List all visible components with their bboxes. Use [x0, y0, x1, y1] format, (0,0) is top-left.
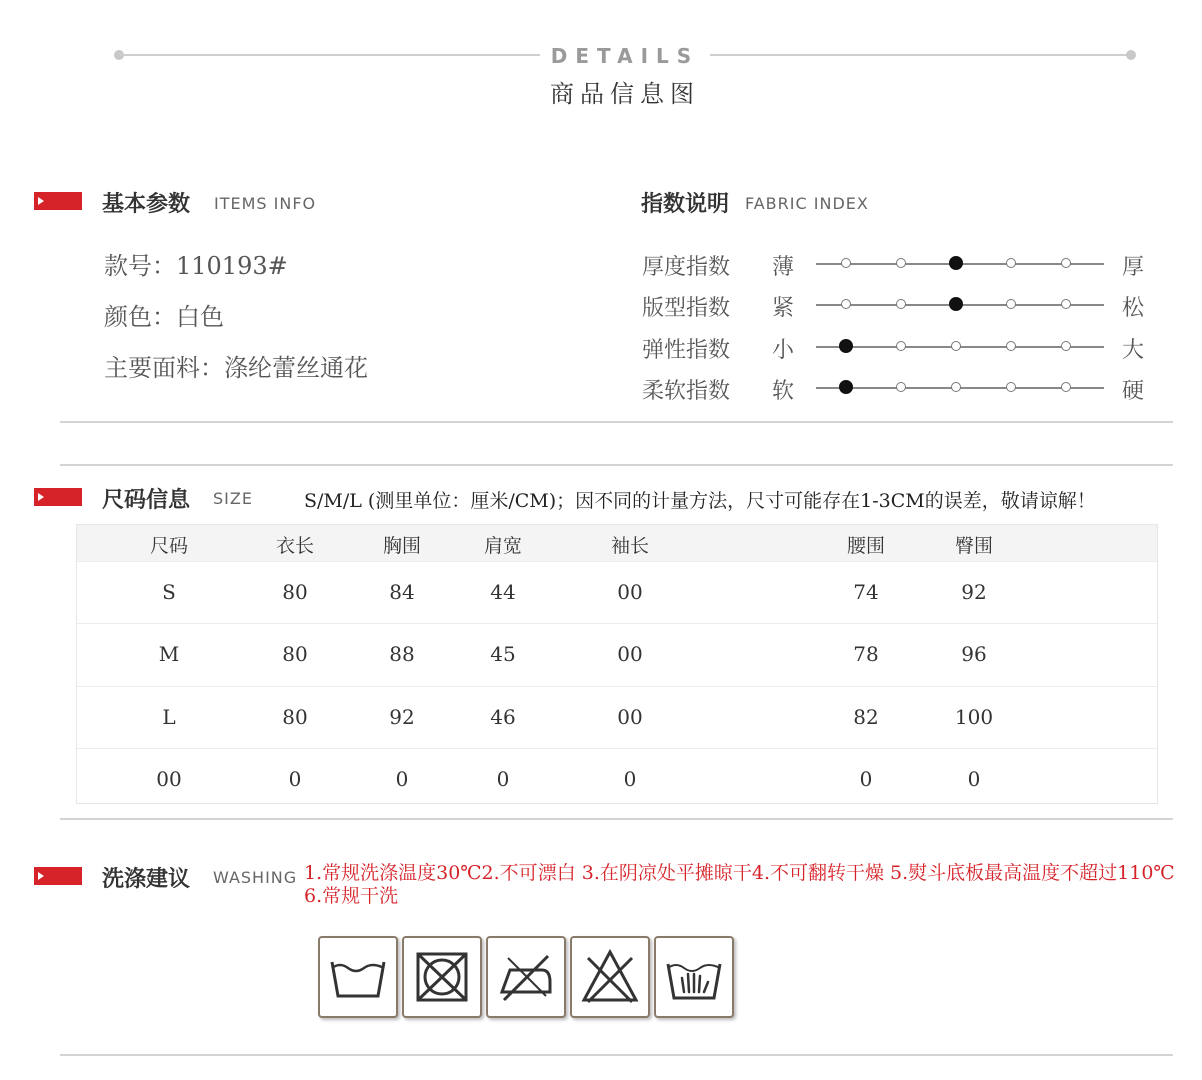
- size-table-header-cell: 尺码: [149, 535, 189, 557]
- table-row: [77, 623, 1157, 686]
- size-title-cn: 尺码信息: [102, 488, 191, 513]
- index-scale: [816, 295, 1104, 315]
- table-cell: M: [158, 642, 180, 666]
- wash-basin-icon: [318, 936, 398, 1018]
- table-cell: S: [162, 580, 176, 604]
- index-low-label: 小: [772, 338, 795, 363]
- size-table-header-cell: 胸围: [382, 535, 422, 557]
- divider: [60, 1054, 1173, 1056]
- table-cell: 00: [617, 705, 643, 729]
- table-cell: 00: [617, 642, 643, 666]
- table-cell: 0: [967, 767, 981, 791]
- header-right-dot: [1126, 50, 1136, 60]
- table-cell: 96: [961, 642, 987, 666]
- no-tumble-dry-icon: [402, 936, 482, 1018]
- washing-title-cn: 洗涤建议: [102, 867, 191, 892]
- section-flag-icon: [34, 488, 82, 506]
- basic-title-cn: 基本参数: [102, 192, 191, 217]
- size-table-header-cell: 衣长: [275, 535, 315, 557]
- size-note: S/M/L (测里单位：厘米/CM)；因不同的计量方法，尺寸可能存在1-3CM的误差，敬请谅解！: [304, 490, 1096, 512]
- table-cell: 92: [389, 705, 415, 729]
- header-divider-right: [710, 54, 1130, 56]
- size-table-header-cell: 臀围: [954, 535, 994, 557]
- index-high-label: 厚: [1122, 255, 1145, 280]
- washing-title-en: WASHING: [213, 868, 298, 887]
- index-level-marker: [839, 380, 853, 394]
- size-table: [76, 524, 1158, 804]
- size-table-header-cell: 肩宽: [483, 535, 523, 557]
- table-row: [77, 561, 1157, 624]
- size-table-header-cell: 腰围: [846, 535, 886, 557]
- index-scale: [816, 254, 1104, 274]
- iron-crossed-icon: [486, 936, 566, 1018]
- table-cell: 82: [853, 705, 879, 729]
- header-title-en: DETAILS: [540, 44, 710, 68]
- header-divider-left: [120, 54, 540, 56]
- index-scale: [816, 378, 1104, 398]
- table-cell: 92: [961, 580, 987, 604]
- index-high-label: 硬: [1122, 379, 1145, 404]
- index-label: 厚度指数: [642, 255, 731, 280]
- table-cell: 84: [389, 580, 415, 604]
- table-cell: 88: [389, 642, 415, 666]
- index-label: 版型指数: [642, 296, 731, 321]
- index-high-label: 松: [1122, 296, 1145, 321]
- index-level-dot: [841, 299, 851, 309]
- table-cell: 78: [853, 642, 879, 666]
- index-level-dot: [951, 382, 961, 392]
- size-table-header: [77, 525, 1157, 561]
- index-level-dot: [951, 341, 961, 351]
- section-flag-icon: [34, 867, 82, 885]
- index-level-marker: [949, 297, 963, 311]
- table-cell: 00: [156, 767, 182, 791]
- index-level-dot: [1006, 258, 1016, 268]
- table-cell: 80: [282, 642, 308, 666]
- table-cell: 44: [490, 580, 516, 604]
- index-level-dot: [1061, 341, 1071, 351]
- index-level-dot: [1006, 341, 1016, 351]
- table-cell: 0: [395, 767, 409, 791]
- divider: [60, 421, 1173, 423]
- table-row: [77, 748, 1157, 811]
- table-cell: 0: [288, 767, 302, 791]
- index-level-dot: [896, 299, 906, 309]
- basic-title-en: ITEMS INFO: [214, 194, 317, 213]
- index-label: 弹性指数: [642, 338, 731, 363]
- table-cell: 00: [617, 580, 643, 604]
- size-title-en: SIZE: [213, 489, 253, 508]
- fabric-info: 主要面料：涤纶蕾丝通花: [104, 354, 368, 382]
- header-title-cn: 商品信息图: [550, 80, 700, 108]
- table-cell: 0: [859, 767, 873, 791]
- index-label: 柔软指数: [642, 379, 731, 404]
- divider: [60, 464, 1173, 466]
- table-cell: 80: [282, 580, 308, 604]
- size-table-header-cell: 袖长: [610, 535, 650, 557]
- table-cell: 46: [490, 705, 516, 729]
- index-level-dot: [1061, 258, 1071, 268]
- index-level-dot: [896, 341, 906, 351]
- table-cell: 0: [496, 767, 510, 791]
- table-cell: 74: [853, 580, 879, 604]
- index-level-dot: [1006, 299, 1016, 309]
- table-cell: 0: [623, 767, 637, 791]
- index-low-label: 软: [772, 379, 795, 404]
- index-low-label: 紧: [772, 296, 795, 321]
- index-level-dot: [896, 382, 906, 392]
- washing-instructions: 1.常规洗涤温度30℃2.不可漂白 3.在阴凉处平摊晾干4.不可翻转干燥 5.熨斗底板最高温度不超过110℃ 6.常规干洗: [304, 862, 1175, 907]
- fabric-index-title-en: FABRIC INDEX: [745, 194, 869, 213]
- fabric-index-title-cn: 指数说明: [641, 192, 730, 217]
- hand-wash-icon: [654, 936, 734, 1018]
- index-level-marker: [949, 256, 963, 270]
- style-number: 款号：110193#: [104, 252, 288, 280]
- index-scale: [816, 337, 1104, 357]
- index-level-dot: [841, 258, 851, 268]
- index-level-dot: [1061, 299, 1071, 309]
- color-info: 颜色：白色: [104, 303, 224, 331]
- index-level-dot: [1061, 382, 1071, 392]
- divider: [60, 818, 1173, 820]
- index-level-marker: [839, 339, 853, 353]
- table-cell: 45: [490, 642, 516, 666]
- table-cell: L: [162, 705, 176, 729]
- index-high-label: 大: [1122, 338, 1145, 363]
- table-row: [77, 686, 1157, 749]
- index-level-dot: [896, 258, 906, 268]
- table-cell: 80: [282, 705, 308, 729]
- table-cell: 100: [954, 705, 994, 729]
- index-level-dot: [1006, 382, 1016, 392]
- index-low-label: 薄: [772, 255, 795, 280]
- section-flag-icon: [34, 192, 82, 210]
- no-bleach-icon: [570, 936, 650, 1018]
